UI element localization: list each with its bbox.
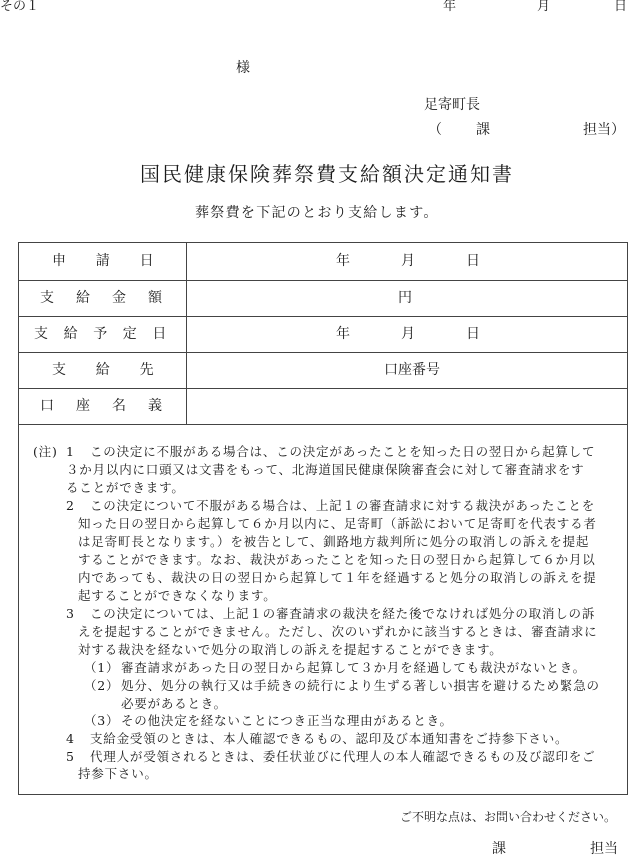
row-divider <box>18 388 628 389</box>
issue-date-year: 年 <box>443 0 457 14</box>
note-line: することができます。なお、裁決があったことを知った日の翌日から起算して６か月以 <box>78 552 596 567</box>
row-divider <box>18 280 628 281</box>
note-line: 必要があるとき。 <box>121 696 227 711</box>
notes-marker: (注) <box>33 444 58 459</box>
note-item-number: 1 <box>66 444 75 459</box>
note-line: 処分、処分の執行又は手続きの続行により生ずる著しい損害を避けるため緊急の <box>121 678 600 693</box>
note-line: 代理人が受領されるときは、委任状並びに代理人の本人確認できるもの及び認印をご <box>90 749 596 764</box>
note-subitem-number: （3） <box>84 713 120 728</box>
note-line: その他決定を経ないことにつき正当な理由があるとき。 <box>121 713 453 728</box>
note-line: えを提起することができません。ただし、次のいずれかに該当するときは、審査請求に <box>78 624 598 639</box>
application-date-month: 月 <box>401 253 415 269</box>
lead-text: 葬祭費を下記のとおり支給します。 <box>195 205 439 221</box>
row-label-scheduled-date: 支 給 予 定 日 <box>34 326 168 342</box>
note-line: 対する裁決を経ないで処分の取消しの訴えを提起することができます。 <box>78 642 503 657</box>
footer-person: 担当 <box>590 841 618 857</box>
scheduled-date-year: 年 <box>336 326 350 342</box>
note-line: は足寄町長となります。）を被告として、釧路地方裁判所に処分の取消しの訴えを提起 <box>78 534 590 549</box>
issuer-name: 足寄町長 <box>424 97 480 113</box>
column-divider <box>186 242 187 424</box>
note-line: この決定について不服がある場合は、上記１の審査請求に対する裁決があったことを <box>90 498 596 513</box>
contact-section: 課 <box>476 122 490 138</box>
row-label-payee: 支 給 先 <box>52 362 155 378</box>
account-number-label: 口座番号 <box>384 362 440 378</box>
note-line: ることができます。 <box>66 480 185 495</box>
note-subitem-number: （2） <box>84 678 120 693</box>
amount-unit: 円 <box>398 290 412 306</box>
table-bottom-divider <box>18 424 628 425</box>
note-line: 支給金受領のときは、本人確認できるもの、認印及び本通知書をご持参下さい。 <box>90 731 569 746</box>
note-line: 審査請求があった日の翌日から起算して３か月を経過しても裁決がないとき。 <box>121 660 586 675</box>
note-item-number: 3 <box>66 606 75 621</box>
addressee-suffix: 様 <box>236 60 250 76</box>
note-item-number: 2 <box>66 498 75 513</box>
row-label-application-date: 申 請 日 <box>52 253 155 269</box>
note-line: この決定に不服がある場合は、この決定があったことを知った日の翌日から起算して <box>90 444 596 459</box>
note-subitem-number: （1） <box>84 660 120 675</box>
note-line: 持参下さい。 <box>78 766 158 781</box>
note-line: 知った日の翌日から起算して６か月以内に、足寄町（訴訟において足寄町を代表する者 <box>78 516 597 531</box>
issue-date-day: 日 <box>614 0 628 14</box>
row-divider <box>18 352 628 353</box>
application-date-day: 日 <box>466 253 480 269</box>
note-item-number: 5 <box>66 749 75 764</box>
row-label-account-holder: 口 座 名 義 <box>40 398 166 414</box>
scheduled-date-month: 月 <box>401 326 415 342</box>
contact-person: 担当） <box>583 122 625 138</box>
scheduled-date-day: 日 <box>466 326 480 342</box>
note-line: 内であっても、裁決の日の翌日から起算して１年を経過すると処分の取消しの訴えを提 <box>78 570 597 585</box>
contact-open-paren: （ <box>428 122 442 138</box>
row-label-amount: 支 給 金 額 <box>40 290 166 306</box>
issue-date-month: 月 <box>537 0 551 14</box>
note-line: ３か月以内に口頭又は文書をもって、北海道国民健康保険審査会に対して審査請求をす <box>66 462 585 477</box>
note-line: この決定については、上記１の審査請求の裁決を経た後でなければ処分の取消しの訴 <box>90 606 596 621</box>
footer-section: 課 <box>492 841 506 857</box>
form-number: その１ <box>0 0 40 14</box>
note-item-number: 4 <box>66 731 75 746</box>
application-date-year: 年 <box>336 253 350 269</box>
page-title: 国民健康保険葬祭費支給額決定通知書 <box>140 162 514 186</box>
note-line: 起することができなくなります。 <box>78 588 277 603</box>
row-divider <box>18 316 628 317</box>
inquiry-text: ご不明な点は、お問い合わせください。 <box>400 810 617 824</box>
